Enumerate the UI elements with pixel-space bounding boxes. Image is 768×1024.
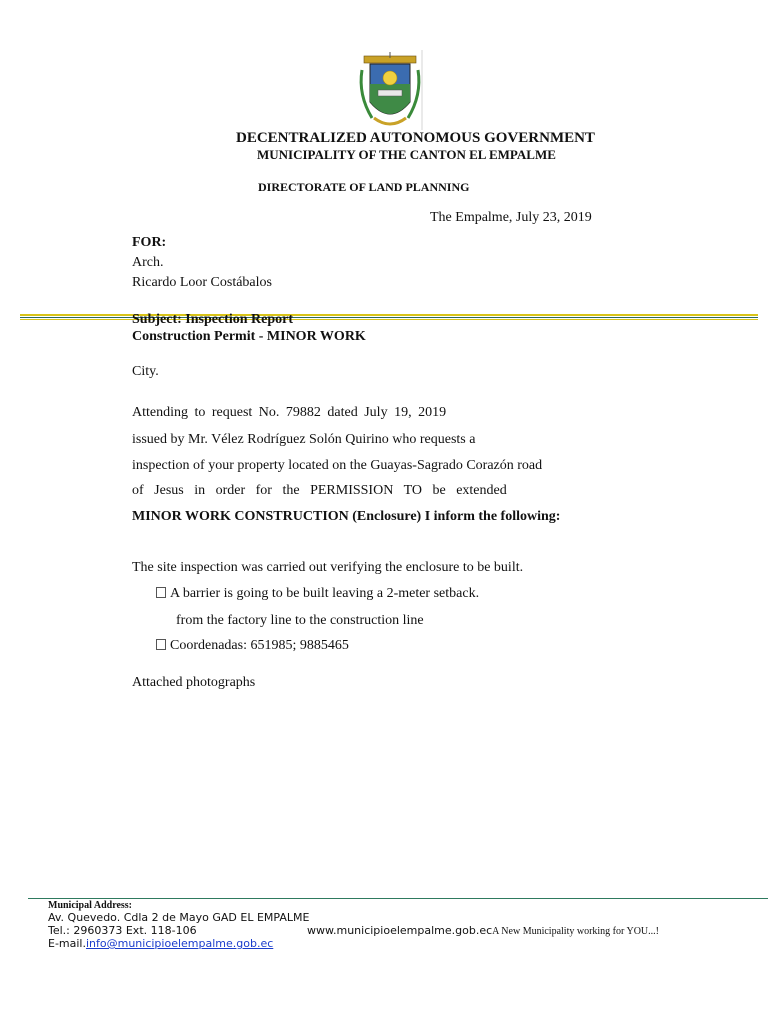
paragraph-text-1: Attending to request No. 79882 dated July 19, 2019 bbox=[132, 405, 447, 420]
bullet-item-1 bbox=[156, 586, 479, 602]
footer-email-link[interactable]: info@municipioelempalme.gob.ec bbox=[85, 937, 274, 950]
paragraph-line-5: MINOR WORK CONSTRUCTION (Enclosure) I inform the following: bbox=[132, 509, 561, 524]
bullet-text-2: Coordenadas: 651985; 9885465 bbox=[170, 638, 349, 653]
paragraph-line-3: inspection of your property located on the Guayas-Sagrado Corazón road bbox=[132, 458, 543, 473]
organization-title: DECENTRALIZED AUTONOMOUS GOVERNMENT bbox=[236, 130, 595, 146]
footer-website[interactable]: www.municipioelempalme.gob.ec bbox=[307, 924, 493, 937]
footer-email-line bbox=[48, 937, 273, 950]
subject-line: Subject: Inspection Report bbox=[132, 312, 293, 327]
footer-tel: Tel.: 2960373 Ext. 118-106 bbox=[48, 924, 197, 937]
bullet-continuation: from the factory line to the construction line bbox=[176, 613, 424, 628]
checkbox-glyph-icon bbox=[156, 587, 166, 598]
recipient-name: Ricardo Loor Costábalos bbox=[132, 275, 272, 290]
subject-line-2: Construction Permit - MINOR WORK bbox=[132, 329, 366, 344]
for-label: FOR: bbox=[132, 235, 167, 250]
municipal-coat-of-arms bbox=[356, 50, 424, 132]
recipient-title: Arch. bbox=[132, 255, 164, 270]
inspection-text: The site inspection was carried out verifying the enclosure to be built. bbox=[132, 560, 524, 575]
paragraph-line-2: issued by Mr. Vélez Rodríguez Solón Quirino who requests a bbox=[132, 432, 476, 447]
attached-photographs: Attached photographs bbox=[132, 675, 256, 690]
city-line: City. bbox=[132, 364, 159, 379]
paragraph-line-4: of Jesus in order for the PERMISSION TO be extended bbox=[132, 483, 507, 498]
footer-website-line bbox=[307, 924, 659, 937]
header-rule-yellow-thin bbox=[20, 319, 758, 320]
organization-subtitle: MUNICIPALITY OF THE CANTON EL EMPALME bbox=[257, 147, 556, 162]
bullet-item-2 bbox=[156, 638, 349, 654]
footer-label: Municipal Address: bbox=[48, 900, 132, 911]
directorate-title: DIRECTORATE OF LAND PLANNING bbox=[258, 180, 470, 194]
footer-rule bbox=[28, 898, 768, 899]
footer-slogan: A New Municipality working for YOU...! bbox=[492, 926, 659, 937]
paragraph-line-1 bbox=[132, 405, 446, 421]
footer-address: Av. Quevedo. Cdla 2 de Mayo GAD EL EMPALME bbox=[48, 911, 310, 924]
bullet-text-1: A barrier is going to be built leaving a 2-meter setback. bbox=[170, 586, 480, 601]
header-rule-yellow bbox=[20, 314, 758, 316]
header-rule-green bbox=[20, 317, 758, 318]
letter-date: The Empalme, July 23, 2019 bbox=[430, 210, 592, 225]
footer-email-label: E-mail. bbox=[48, 937, 86, 950]
checkbox-glyph-icon bbox=[156, 639, 166, 650]
